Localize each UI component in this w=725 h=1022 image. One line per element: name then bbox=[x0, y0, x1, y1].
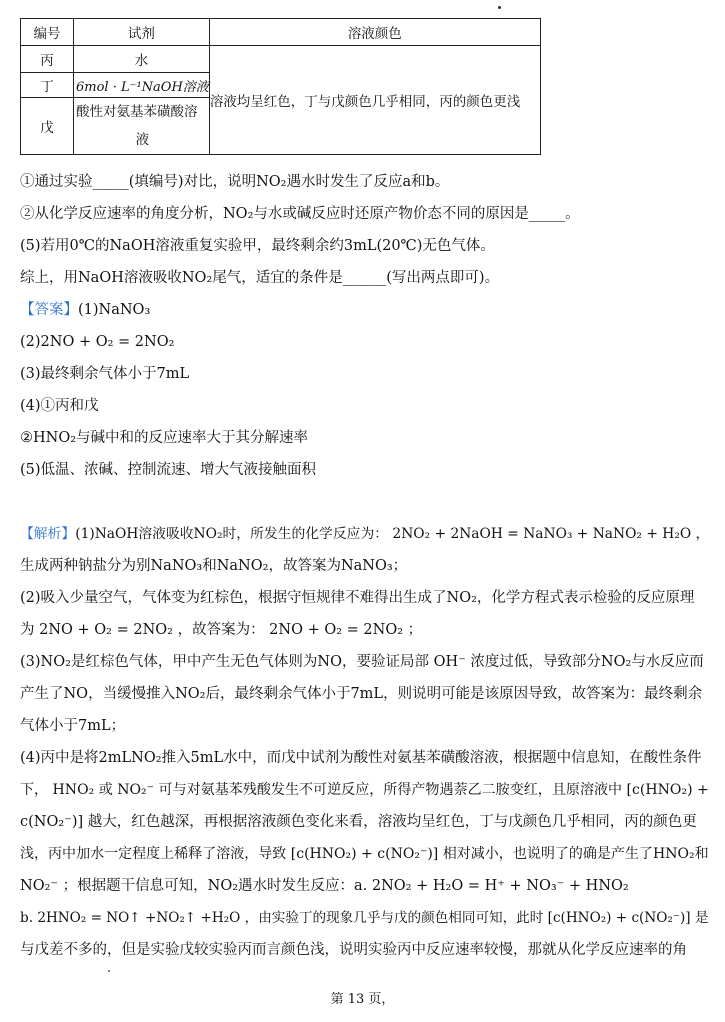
analysis-line: 产生了NO，当缓慢推入NO₂后，最终剩余气体小于7mL，则说明可能是该原因导致，故答案为：最终剩余 bbox=[20, 686, 703, 702]
reagent-line: 液 bbox=[135, 132, 150, 148]
table-cell-id: 丁 bbox=[21, 73, 74, 98]
table-cell-reagent: 水 bbox=[74, 46, 210, 73]
table-cell-id: 丙 bbox=[21, 46, 74, 73]
table-header-color: 溶液颜色 bbox=[209, 19, 540, 46]
reagent-line: 酸性对氨基苯磺酸溶 bbox=[76, 104, 198, 120]
answer-line: ②HNO₂与碱中和的反应速率大于其分解速率 bbox=[20, 430, 309, 446]
analysis-line: 为 2NO + O₂ = 2NO₂ ，故答案为： 2NO + O₂ = 2NO₂ ； bbox=[20, 622, 423, 638]
analysis-line: (2)吸入少量空气，气体变为红棕色，根据守恒规律不难得出生成了NO₂，化学方程式表示检验的反应原理 bbox=[20, 590, 695, 606]
reagent-table bbox=[20, 18, 541, 155]
analysis-line: (4)丙中是将2mLNO₂推入5mL水中，而戊中试剂为酸性对氨基苯磺酸溶液，根据题中信息知，在酸性条件 bbox=[20, 750, 702, 766]
answer-line: (4)①丙和戊 bbox=[20, 398, 99, 414]
question-line: ①通过实验_____(填编号)对比，说明NO₂遇水时发生了反应a和b。 bbox=[20, 174, 450, 190]
answer-line bbox=[20, 300, 150, 320]
analysis-line: b. 2HNO₂ = NO↑ +NO₂↑ +H₂O ，由实验丁的现象几乎与戊的颜色相同可知，此时 [c(HNO₂) + c(NO₂⁻)] 是 bbox=[20, 910, 709, 926]
analysis-line: 与戊差不多的，但是实验戊较实验丙而言颜色浅，说明实验丙中反应速率较慢，那就从化学反应速率的角 bbox=[20, 942, 687, 958]
table-cell-reagent: 6mol · L⁻¹NaOH溶液 bbox=[74, 73, 210, 98]
answer-text: (1)NaNO₃ bbox=[78, 302, 151, 318]
analysis-label: 【解析】 bbox=[20, 526, 76, 542]
page-mark bbox=[108, 970, 110, 972]
table-header-id: 编号 bbox=[21, 19, 74, 46]
analysis-line bbox=[20, 524, 709, 544]
answer-label: 【答案】 bbox=[20, 302, 78, 318]
analysis-line: c(NO₂⁻)] 越大，红色越深，再根据溶液颜色变化来看，溶液均呈红色，丁与戊颜色几乎相同，丙的颜色更 bbox=[20, 814, 697, 830]
table-cell-id: 戊 bbox=[21, 98, 74, 155]
analysis-text: (1)NaOH溶液吸收NO₂时，所发生的化学反应为： 2NO₂ + 2NaOH = NaNO₃ + NaNO₂ + H₂O ， bbox=[75, 526, 710, 542]
analysis-line: (3)NO₂是红棕色气体，甲中产生无色气体则为NO，要验证局部 OH⁻ 浓度过低，导致部分NO₂与水反应而 bbox=[20, 654, 704, 670]
analysis-line: 生成两种钠盐分为别NaNO₃和NaNO₂，故答案为NaNO₃； bbox=[20, 558, 408, 574]
analysis-line: 下， HNO₂ 或 NO₂⁻ 可与对氨基苯残酸发生不可逆反应，所得产物遇萘乙二胺变红，且原溶液中 [c(HNO₂) + bbox=[20, 782, 709, 798]
analysis-line: 浅，丙中加水一定程度上稀释了溶液，导致 [c(HNO₂) + c(NO₂⁻)] 相对减小，也说明了的确是产生了HNO₂和 bbox=[20, 846, 709, 862]
analysis-line: NO₂⁻ ；根据题干信息可知，NO₂遇水时发生反应：a. 2NO₂ + H₂O = H⁺ + NO₃⁻ + HNO₂ bbox=[20, 878, 629, 894]
page-footer: 第 13 页， bbox=[330, 992, 395, 1007]
answer-line: (3)最终剩余气体小于7mL bbox=[20, 366, 190, 382]
table-cell-color: 溶液均呈红色，丁与戊颜色几乎相同，丙的颜色更浅 bbox=[209, 46, 540, 155]
table-cell-reagent bbox=[74, 98, 210, 155]
question-line: (5)若用0℃的NaOH溶液重复实验甲，最终剩余约3mL(20℃)无色气体。 bbox=[20, 238, 495, 254]
question-line: 综上，用NaOH溶液吸收NO₂尾气，适宜的条件是______(写出两点即可)。 bbox=[20, 270, 500, 286]
analysis-line: 气体小于7mL； bbox=[20, 718, 126, 734]
answer-line: (2)2NO + O₂ = 2NO₂ bbox=[20, 334, 175, 350]
page-mark bbox=[498, 6, 501, 9]
answer-line: (5)低温、浓碱、控制流速、增大气液接触面积 bbox=[20, 462, 317, 478]
question-line: ②从化学反应速率的角度分析，NO₂与水或碱反应时还原产物价态不同的原因是_____。 bbox=[20, 206, 580, 222]
table-header-reagent: 试剂 bbox=[74, 19, 210, 46]
